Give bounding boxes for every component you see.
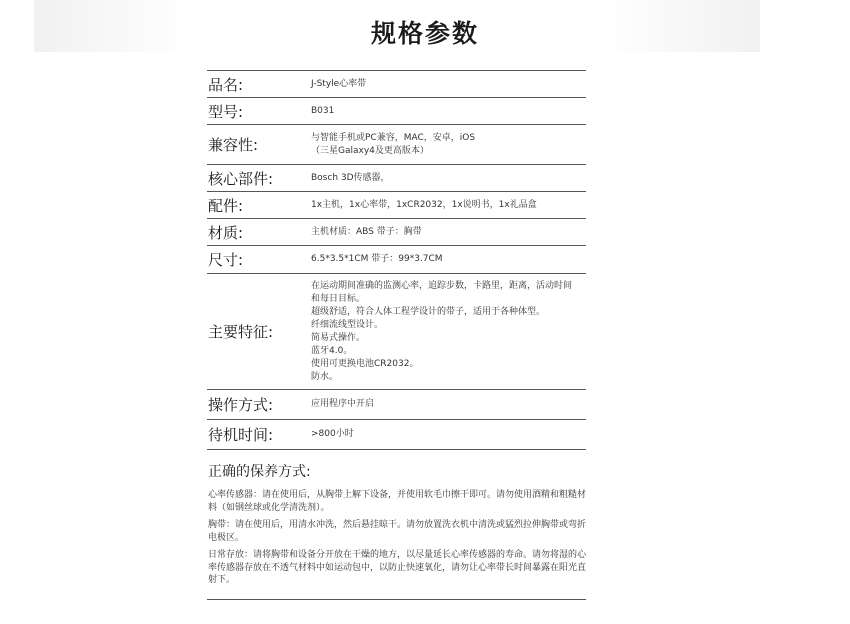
spec-row-main-features [207,274,586,390]
spec-row-core-components [207,165,586,192]
spec-row-accessories [207,192,586,219]
spec-table [207,70,586,450]
spec-value: >800小时 [311,429,354,439]
spec-value: B031 [311,105,335,116]
spec-row-operation [207,390,586,420]
care-section [208,463,588,592]
spec-label: 待机时间: [208,426,274,444]
spec-value: Bosch 3D传感器， [311,172,390,183]
spec-label: 品名: [208,75,244,94]
spec-label: 核心部件: [208,169,274,188]
spec-row-product-name [207,71,586,98]
spec-label: 配件: [208,196,244,215]
spec-row-model [207,98,586,125]
spec-label: 材质: [208,223,244,242]
spec-row-standby [207,420,586,450]
spec-value: 与智能手机或PC兼容，MAC，安卓，iOS （三星Galaxy4及更高版本） [311,132,476,156]
spec-label: 兼容性: [208,136,259,154]
bottom-divider [207,599,586,600]
spec-row-material [207,219,586,246]
spec-value: 主机材质：ABS 带子：胸带 [311,226,422,237]
spec-value: 在运动期间准确的监测心率，追踪步数，卡路里，距离，活动时间 和每日目标。 超级舒适，符合人体工程学设计的带子，适用于各种体型。 纤细流线型设计。 简易式操作。 蓝牙4.0。 使用可更换电池CR2032。 防水。 [311,280,573,382]
spec-label: 型号: [208,102,244,121]
spec-row-compatibility [207,125,586,165]
care-item-sensor: 心率传感器：请在使用后，从胸带上解下设备，并使用软毛巾擦干即可。请勿使用酒精和粗糙材料（如钢丝球或化学清洗剂）。 [208,490,587,513]
spec-value: 应用程序中开启 [311,399,375,409]
care-item-strap: 胸带：请在使用后，用清水冲洗，然后悬挂晾干。请勿放置洗衣机中清洗或猛烈拉伸胸带或弯折电极区。 [208,520,587,543]
spec-value: 1x主机，1x心率带，1xCR2032，1x说明书，1x礼品盒 [311,199,537,210]
spec-row-size [207,246,586,274]
spec-value: J-Style心率带 [311,78,367,89]
spec-value: 6.5*3.5*1CM 带子：99*3.7CM [311,254,443,264]
page-title: 规格参数 [370,19,479,48]
spec-label: 主要特征: [208,323,274,341]
care-title: 正确的保养方式: [208,464,311,480]
care-item-storage: 日常存放：请将胸带和设备分开放在干燥的地方，以尽量延长心率传感器的寿命。请勿将湿的心率传感器存放在不透气材料中如运动包中，以防止快速氧化，请勿让心率带长时间暴露在阳光直射下。 [208,550,587,585]
spec-label: 尺寸: [208,251,244,269]
spec-label: 操作方式: [208,396,274,414]
